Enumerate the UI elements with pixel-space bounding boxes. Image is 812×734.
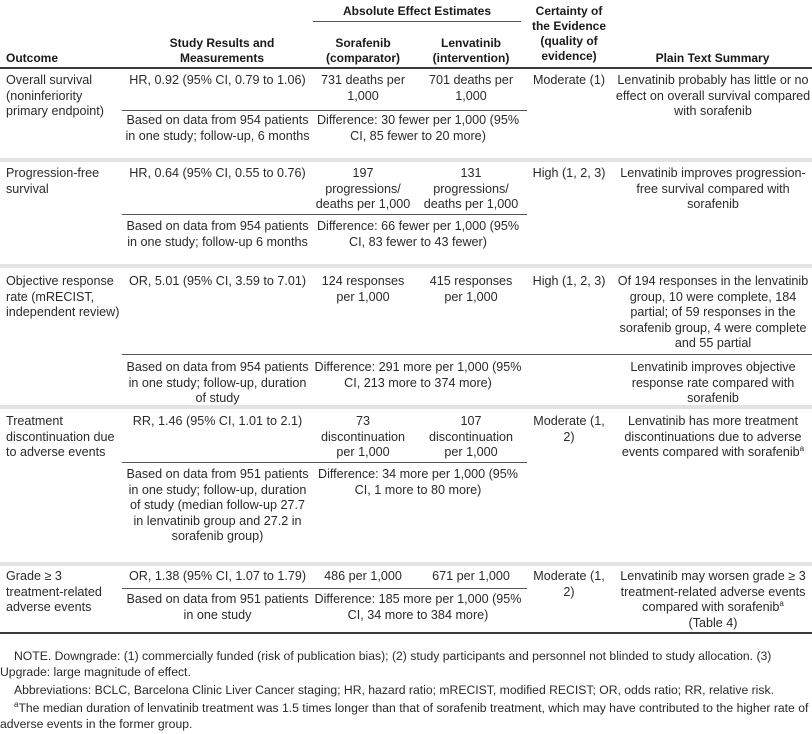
row4-footnote-mark: a [799,444,805,453]
row4-basis: Based on data from 951 patients in one study; follow-up, duration of study (median follow-up 27.7 in lenvatinib group and 27.2 in sorafenib group) [126,467,309,544]
row1-basis: Based on data from 954 patients in one study; follow-up, 6 months [125,113,310,143]
row2-sorafenib: 197 progressions/ deaths per 1,000 [315,166,411,212]
row5-divider [122,588,527,589]
row5-summary-cell [615,569,811,631]
row4-separator [0,562,812,566]
row4-certainty: Moderate (1, 2) [533,414,605,444]
row2-separator [0,264,812,268]
row5-sorafenib: 486 per 1,000 [324,569,402,583]
header-summary: Plain Text Summary [655,51,770,65]
row2-lenvatinib: 131 progressions/ deaths per 1,000 [423,166,519,212]
row3-divider [122,354,812,355]
row5-summary-tail: (Table 4) [688,615,738,630]
table-notes [0,648,812,734]
row3-outcome: Objective response rate (mRECIST, independent review) [6,274,120,320]
row1-sorafenib: 731 deaths per 1,000 [320,73,406,103]
row3-difference: Difference: 291 more per 1,000 (95% CI, 213 more to 374 more) [314,360,522,390]
header-sorafenib: Sorafenib (comparator) [325,36,400,65]
row2-divider [122,214,527,215]
row3-certainty: High (1, 2, 3) [532,274,606,288]
row2-basis: Based on data from 954 patients in one study; follow-up 6 months [126,219,309,249]
row1-lenvatinib: 701 deaths per 1,000 [428,73,514,103]
row4-divider [122,462,527,463]
footnote-text: The median duration of lenvatinib treatment was 1.5 times longer than that of sorafenib treatment, which may have contributed to the higher rate of adverse events in the former group. [0,701,809,731]
row4-lenvatinib: 107 discontinuation per 1,000 [428,414,514,460]
group-header-underline [313,21,521,22]
row4-outcome: Treatment discontinuation due to adverse events [6,414,115,460]
row1-certainty: Moderate (1) [532,73,606,87]
row2-outcome: Progression-free survival [6,166,100,196]
header-outcome: Outcome [6,51,59,65]
row3-summary-secondary: Lenvatinib improves objective response rate compared with sorafenib [630,360,796,406]
footnote-mark: a [14,699,19,709]
row4-summary: Lenvatinib has more treatment discontinuations due to adverse events compared with sorafenib [621,414,802,460]
row1-difference: Difference: 30 fewer per 1,000 (95% CI, 85 fewer to 20 more) [316,113,520,143]
row1-outcome: Overall survival (noninferiority primary endpoint) [6,73,104,119]
note-footnote [0,700,812,732]
row4-result: RR, 1.46 (95% CI, 1.01 to 2.1) [132,414,303,428]
row4-summary-cell [615,414,811,461]
note-abbreviations: Abbreviations: BCLC, Barcelona Clinic Liver Cancer staging; HR, hazard ratio; mRECIST, modified RECIST; OR, odds ratio; RR, relative risk. [14,683,774,697]
row1-result: HR, 0.92 (95% CI, 0.79 to 1.06) [129,73,306,87]
row2-result: HR, 0.64 (95% CI, 0.55 to 0.76) [129,166,306,180]
row1-divider [122,110,527,111]
row4-sorafenib: 73 discontinuation per 1,000 [320,414,406,460]
row2-summary: Lenvatinib improves progression-free survival compared with sorafenib [620,166,806,212]
row5-summary: Lenvatinib may worsen grade ≥ 3 treatment-related adverse events compared with sorafenib [620,569,806,615]
header-study-results: Study Results and Measurements [169,36,275,65]
row3-separator [0,405,812,409]
row5-result: OR, 1.38 (95% CI, 1.07 to 1.79) [128,569,307,583]
table-bottom-rule [0,632,812,634]
header-lenvatinib: Lenvatinib (intervention) [432,36,510,65]
row1-summary: Lenvatinib probably has little or no effect on overall survival compared with sorafenib [615,73,811,119]
row3-result: OR, 5.01 (95% CI, 3.59 to 7.01) [128,274,307,288]
row3-lenvatinib: 415 responses per 1,000 [429,274,513,304]
row5-lenvatinib: 671 per 1,000 [432,569,510,583]
row1-separator [0,158,812,162]
row5-certainty: Moderate (1, 2) [533,569,605,599]
row5-difference: Difference: 185 more per 1,000 (95% CI, 34 more to 384 more) [314,592,522,622]
row3-summary: Of 194 responses in the lenvatinib group, 10 were complete, 184 partial; of 59 responses in the sorafenib group, 4 were complete and 55 partial [617,274,809,351]
row3-sorafenib: 124 responses per 1,000 [321,274,405,304]
row5-footnote-mark: a [779,599,784,608]
note-downgrade: NOTE. Downgrade: (1) commercially funded (risk of publication bias); (2) study participants and personnel not blinded to study allocation. (3) Upgrade: large magnitude of effect. [0,649,772,679]
header-rule [0,67,812,69]
row4-difference: Difference: 34 more per 1,000 (95% CI, 1 more to 80 more) [318,467,518,497]
row3-basis: Based on data from 954 patients in one study; follow-up, duration of study [126,360,309,406]
row2-difference: Difference: 66 fewer per 1,000 (95% CI, 83 fewer to 43 fewer) [316,219,520,249]
row5-basis: Based on data from 951 patients in one study [126,592,309,622]
absolute-effect-group-header: Absolute Effect Estimates [342,4,492,18]
header-certainty: Certainty of the Evidence (quality of evidence) [531,4,607,63]
row2-certainty: High (1, 2, 3) [532,166,606,180]
row5-outcome: Grade ≥ 3 treatment-related adverse events [6,569,102,615]
